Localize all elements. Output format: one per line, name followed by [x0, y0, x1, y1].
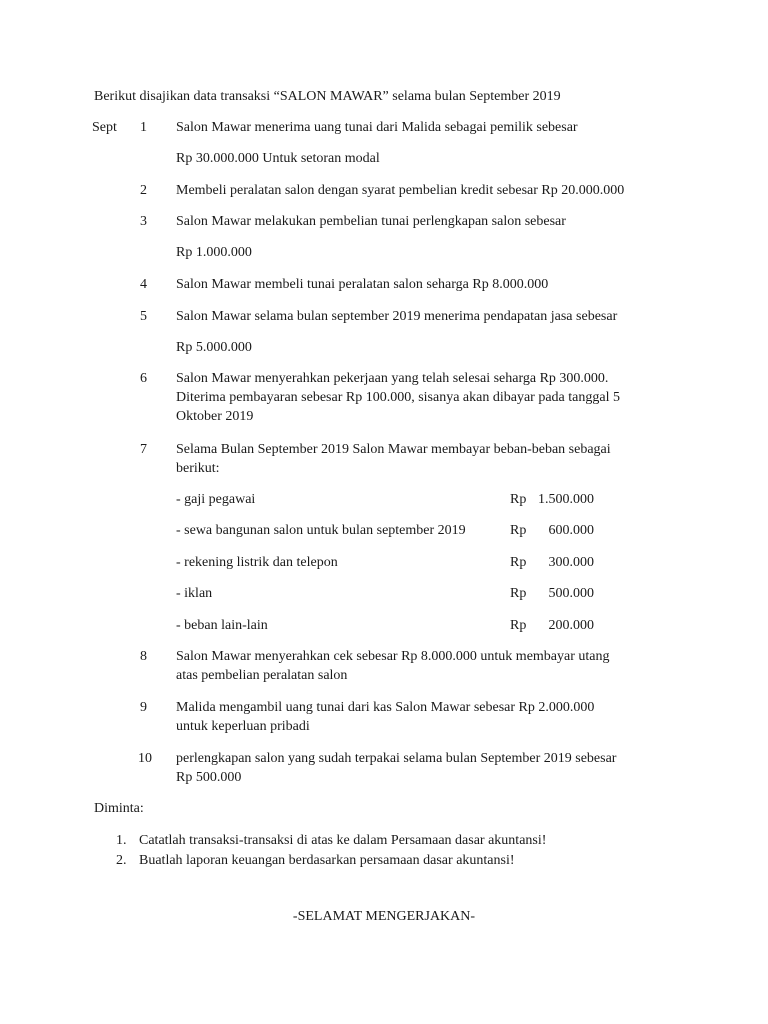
transaction-text: untuk keperluan pribadi — [176, 719, 310, 734]
transaction-text: Salon Mawar menyerahkan cek sebesar Rp 8.000.000 untuk membayar utang — [176, 649, 610, 664]
transaction-number: 9 — [140, 700, 147, 715]
expense-currency: Rp — [510, 523, 527, 538]
expense-amount: 200.000 — [548, 618, 594, 633]
transaction-number: 3 — [140, 214, 147, 229]
expense-amount: 1.500.000 — [538, 492, 594, 507]
expense-amount: 600.000 — [548, 523, 594, 538]
transaction-text: Diterima pembayaran sebesar Rp 100.000, sisanya akan dibayar pada tanggal 5 — [176, 390, 620, 405]
expense-currency: Rp — [510, 555, 527, 570]
transaction-text: Salon Mawar selama bulan september 2019 menerima pendapatan jasa sebesar — [176, 309, 618, 324]
transaction-number: 7 — [140, 442, 147, 457]
transaction-number: 1 — [140, 120, 147, 135]
requested-label: Diminta: — [94, 801, 144, 816]
transaction-text: Selama Bulan September 2019 Salon Mawar membayar beban-beban sebagai — [176, 442, 611, 457]
transaction-number: 8 — [140, 649, 147, 664]
expense-label: - beban lain-lain — [176, 618, 268, 633]
transaction-text: Salon Mawar menerima uang tunai dari Malida sebagai pemilik sebesar — [176, 120, 578, 135]
transaction-text: atas pembelian peralatan salon — [176, 668, 348, 683]
expense-currency: Rp — [510, 492, 527, 507]
transaction-number: 5 — [140, 309, 147, 324]
expense-label: - iklan — [176, 586, 213, 601]
transaction-text: Malida mengambil uang tunai dari kas Salon Mawar sebesar Rp 2.000.000 — [176, 700, 595, 715]
transaction-number: 2 — [140, 183, 147, 198]
task-number: 2. — [116, 853, 127, 868]
transaction-text: perlengkapan salon yang sudah terpakai selama bulan September 2019 sebesar — [176, 751, 617, 766]
month-label: Sept — [92, 120, 117, 135]
expense-amount: 300.000 — [548, 555, 594, 570]
expense-label: - gaji pegawai — [176, 492, 256, 507]
task-number: 1. — [116, 833, 127, 848]
task-text: Catatlah transaksi-transaksi di atas ke dalam Persamaan dasar akuntansi! — [139, 833, 547, 848]
transaction-extra: Rp 5.000.000 — [176, 340, 252, 355]
expense-currency: Rp — [510, 586, 527, 601]
transaction-number: 4 — [140, 277, 147, 292]
transaction-text: Membeli peralatan salon dengan syarat pembelian kredit sebesar Rp 20.000.000 — [176, 183, 625, 198]
expense-amount: 500.000 — [548, 586, 594, 601]
expense-currency: Rp — [510, 618, 527, 633]
transaction-text: berikut: — [176, 461, 220, 476]
transaction-text: Oktober 2019 — [176, 409, 254, 424]
transaction-extra: Rp 30.000.000 Untuk setoran modal — [176, 151, 380, 166]
transaction-number: 10 — [138, 751, 152, 766]
expense-label: - sewa bangunan salon untuk bulan september 2019 — [176, 523, 466, 538]
closing-text: -SELAMAT MENGERJAKAN- — [292, 909, 476, 924]
transaction-text: Salon Mawar melakukan pembelian tunai perlengkapan salon sebesar — [176, 214, 566, 229]
task-text: Buatlah laporan keuangan berdasarkan persamaan dasar akuntansi! — [139, 853, 515, 868]
transaction-text: Salon Mawar membeli tunai peralatan salon seharga Rp 8.000.000 — [176, 277, 549, 292]
intro-text: Berikut disajikan data transaksi “SALON MAWAR” selama bulan September 2019 — [94, 89, 561, 104]
transaction-text: Rp 500.000 — [176, 770, 242, 785]
transaction-text: Salon Mawar menyerahkan pekerjaan yang telah selesai seharga Rp 300.000. — [176, 371, 609, 386]
transaction-extra: Rp 1.000.000 — [176, 245, 252, 260]
transaction-number: 6 — [140, 371, 147, 386]
expense-label: - rekening listrik dan telepon — [176, 555, 338, 570]
